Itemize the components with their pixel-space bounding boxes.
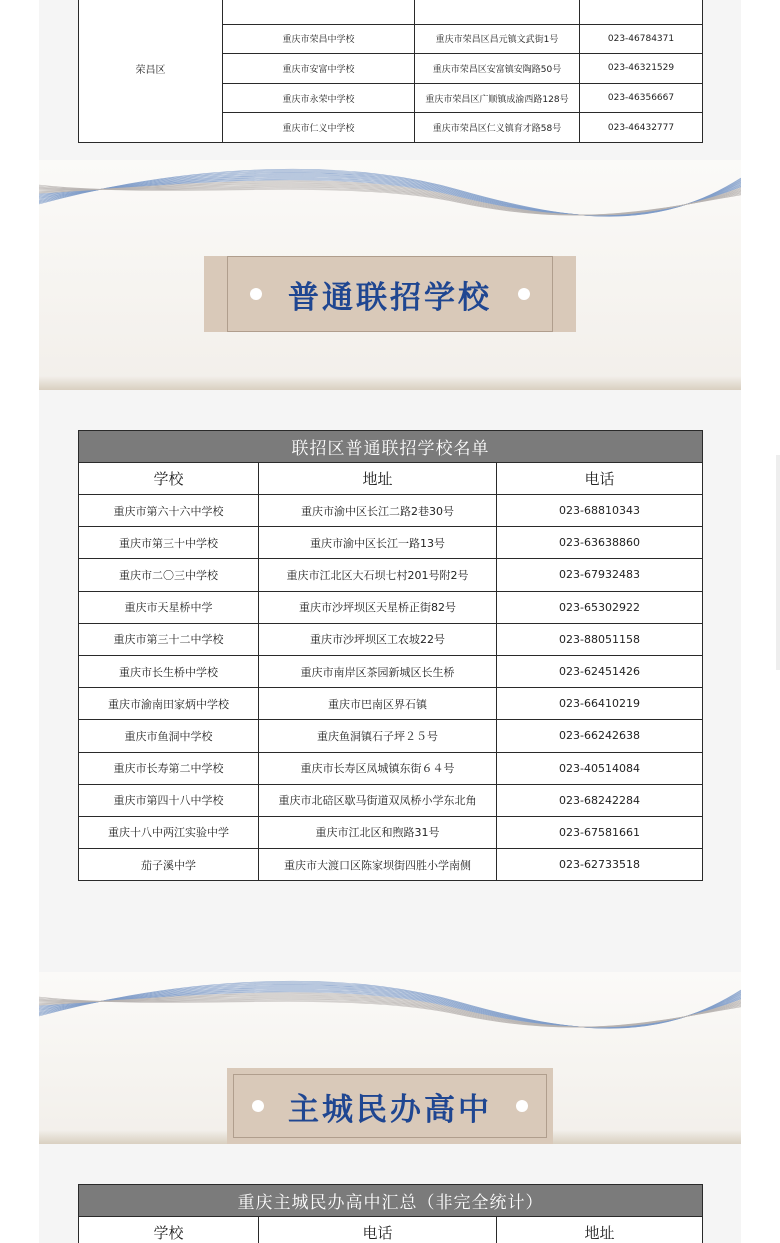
table-row xyxy=(79,849,703,881)
table-header-row xyxy=(79,1217,703,1243)
phone-cell: 023-40514084 xyxy=(497,752,703,784)
address-cell: 重庆市沙坪坝区天星桥正街82号 xyxy=(259,591,497,623)
section-title: 主城民办高中 xyxy=(288,1091,492,1128)
table-row xyxy=(79,688,703,720)
school-cell: 重庆市第三十中学校 xyxy=(79,527,259,559)
phone-cell: 023-46356667 xyxy=(580,83,703,113)
address-cell: 重庆市南岸区茶园新城区长生桥 xyxy=(259,655,497,687)
phone-cell: 023-46321529 xyxy=(580,54,703,84)
phone-cell: 023-88051158 xyxy=(497,623,703,655)
table-row xyxy=(79,527,703,559)
address-cell: 重庆市荣昌区昌元镇文武街1号 xyxy=(415,24,580,54)
column-header-school: 学校 xyxy=(79,463,259,495)
wave-decoration xyxy=(39,972,741,1052)
wave-decoration xyxy=(39,160,741,240)
scrollbar[interactable] xyxy=(776,455,780,670)
address-cell: 重庆市长寿区凤城镇东街６４号 xyxy=(259,752,497,784)
school-cell: 重庆市天星桥中学 xyxy=(79,591,259,623)
column-header-address: 地址 xyxy=(259,463,497,495)
dot-icon xyxy=(250,288,262,300)
wave-line xyxy=(39,999,741,1027)
phone-cell: 023-68810343 xyxy=(497,495,703,527)
school-cell: 重庆市仁义中学校 xyxy=(223,113,415,143)
district-cell: 荣昌区 xyxy=(79,0,223,142)
address-cell: 重庆市渝中区长江二路2巷30号 xyxy=(259,495,497,527)
rongchang-school-table xyxy=(78,0,703,143)
address-cell: 重庆鱼洞镇石子坪２５号 xyxy=(259,720,497,752)
school-cell: 重庆市长寿第二中学校 xyxy=(79,752,259,784)
school-cell: 重庆市永荣中学校 xyxy=(223,83,415,113)
address-cell: 重庆市渝中区长江一路13号 xyxy=(259,527,497,559)
school-cell: 重庆市安富中学校 xyxy=(223,54,415,84)
school-cell: 重庆市荣昌中学校 xyxy=(223,24,415,54)
table-row xyxy=(79,559,703,591)
phone-cell: 023-66242638 xyxy=(497,720,703,752)
school-cell xyxy=(223,0,415,24)
column-header-address: 地址 xyxy=(497,1217,703,1243)
section-title-plaque xyxy=(227,1068,553,1144)
address-cell: 重庆市荣昌区仁义镇育才路58号 xyxy=(415,113,580,143)
general-school-table xyxy=(78,430,703,881)
address-cell: 重庆市巴南区界石镇 xyxy=(259,688,497,720)
wave-line xyxy=(39,174,741,216)
phone-cell: 023-66410219 xyxy=(497,688,703,720)
school-cell: 重庆市二〇三中学校 xyxy=(79,559,259,591)
phone-cell: 023-67932483 xyxy=(497,559,703,591)
table-row xyxy=(79,752,703,784)
phone-cell: 023-62451426 xyxy=(497,655,703,687)
school-cell: 重庆市长生桥中学校 xyxy=(79,655,259,687)
wave-line xyxy=(39,187,741,215)
table-row xyxy=(79,591,703,623)
private-school-table xyxy=(78,1184,703,1243)
phone-cell xyxy=(580,0,703,24)
wave-line xyxy=(39,994,741,1027)
table-row xyxy=(79,495,703,527)
dot-icon xyxy=(252,1100,264,1112)
school-cell: 茄子溪中学 xyxy=(79,849,259,881)
phone-cell: 023-68242284 xyxy=(497,784,703,816)
address-cell: 重庆市北碚区歇马街道双凤桥小学东北角 xyxy=(259,784,497,816)
section-title-plaque xyxy=(204,256,576,332)
school-cell: 重庆市第四十八中学校 xyxy=(79,784,259,816)
column-header-school: 学校 xyxy=(79,1217,259,1243)
phone-cell: 023-63638860 xyxy=(497,527,703,559)
school-cell: 重庆十八中两江实验中学 xyxy=(79,816,259,848)
table-row xyxy=(79,784,703,816)
address-cell: 重庆市荣昌区安富镇安陶路50号 xyxy=(415,54,580,84)
table-caption: 联招区普通联招学校名单 xyxy=(79,431,703,463)
school-cell: 重庆市鱼洞中学校 xyxy=(79,720,259,752)
wave-line xyxy=(39,999,741,1027)
column-header-phone: 电话 xyxy=(497,463,703,495)
phone-cell: 023-65302922 xyxy=(497,591,703,623)
column-header-phone: 电话 xyxy=(259,1217,497,1243)
address-cell: 重庆市江北区大石坝七村201号附2号 xyxy=(259,559,497,591)
school-cell: 重庆市第三十二中学校 xyxy=(79,623,259,655)
address-cell: 重庆市大渡口区陈家坝街四胜小学南侧 xyxy=(259,849,497,881)
table-row xyxy=(79,623,703,655)
address-cell xyxy=(415,0,580,24)
address-cell: 重庆市沙坪坝区工农坡22号 xyxy=(259,623,497,655)
table-caption: 重庆主城民办高中汇总（非完全统计） xyxy=(79,1185,703,1217)
table-row xyxy=(79,655,703,687)
wave-line xyxy=(39,182,741,215)
address-cell: 重庆市江北区和煦路31号 xyxy=(259,816,497,848)
table-row xyxy=(79,0,703,24)
dot-icon xyxy=(518,288,530,300)
phone-cell: 023-46432777 xyxy=(580,113,703,143)
section-title: 普通联招学校 xyxy=(288,279,492,316)
table-row xyxy=(79,816,703,848)
school-cell: 重庆市渝南田家炳中学校 xyxy=(79,688,259,720)
wave-line xyxy=(39,986,741,1028)
page xyxy=(39,0,741,1243)
table-row xyxy=(79,720,703,752)
table-header-row xyxy=(79,463,703,495)
address-cell: 重庆市荣昌区广顺镇成渝西路128号 xyxy=(415,83,580,113)
phone-cell: 023-67581661 xyxy=(497,816,703,848)
phone-cell: 023-46784371 xyxy=(580,24,703,54)
wave-line xyxy=(39,187,741,215)
banner-divider xyxy=(39,376,741,390)
school-cell: 重庆市第六十六中学校 xyxy=(79,495,259,527)
phone-cell: 023-62733518 xyxy=(497,849,703,881)
dot-icon xyxy=(516,1100,528,1112)
